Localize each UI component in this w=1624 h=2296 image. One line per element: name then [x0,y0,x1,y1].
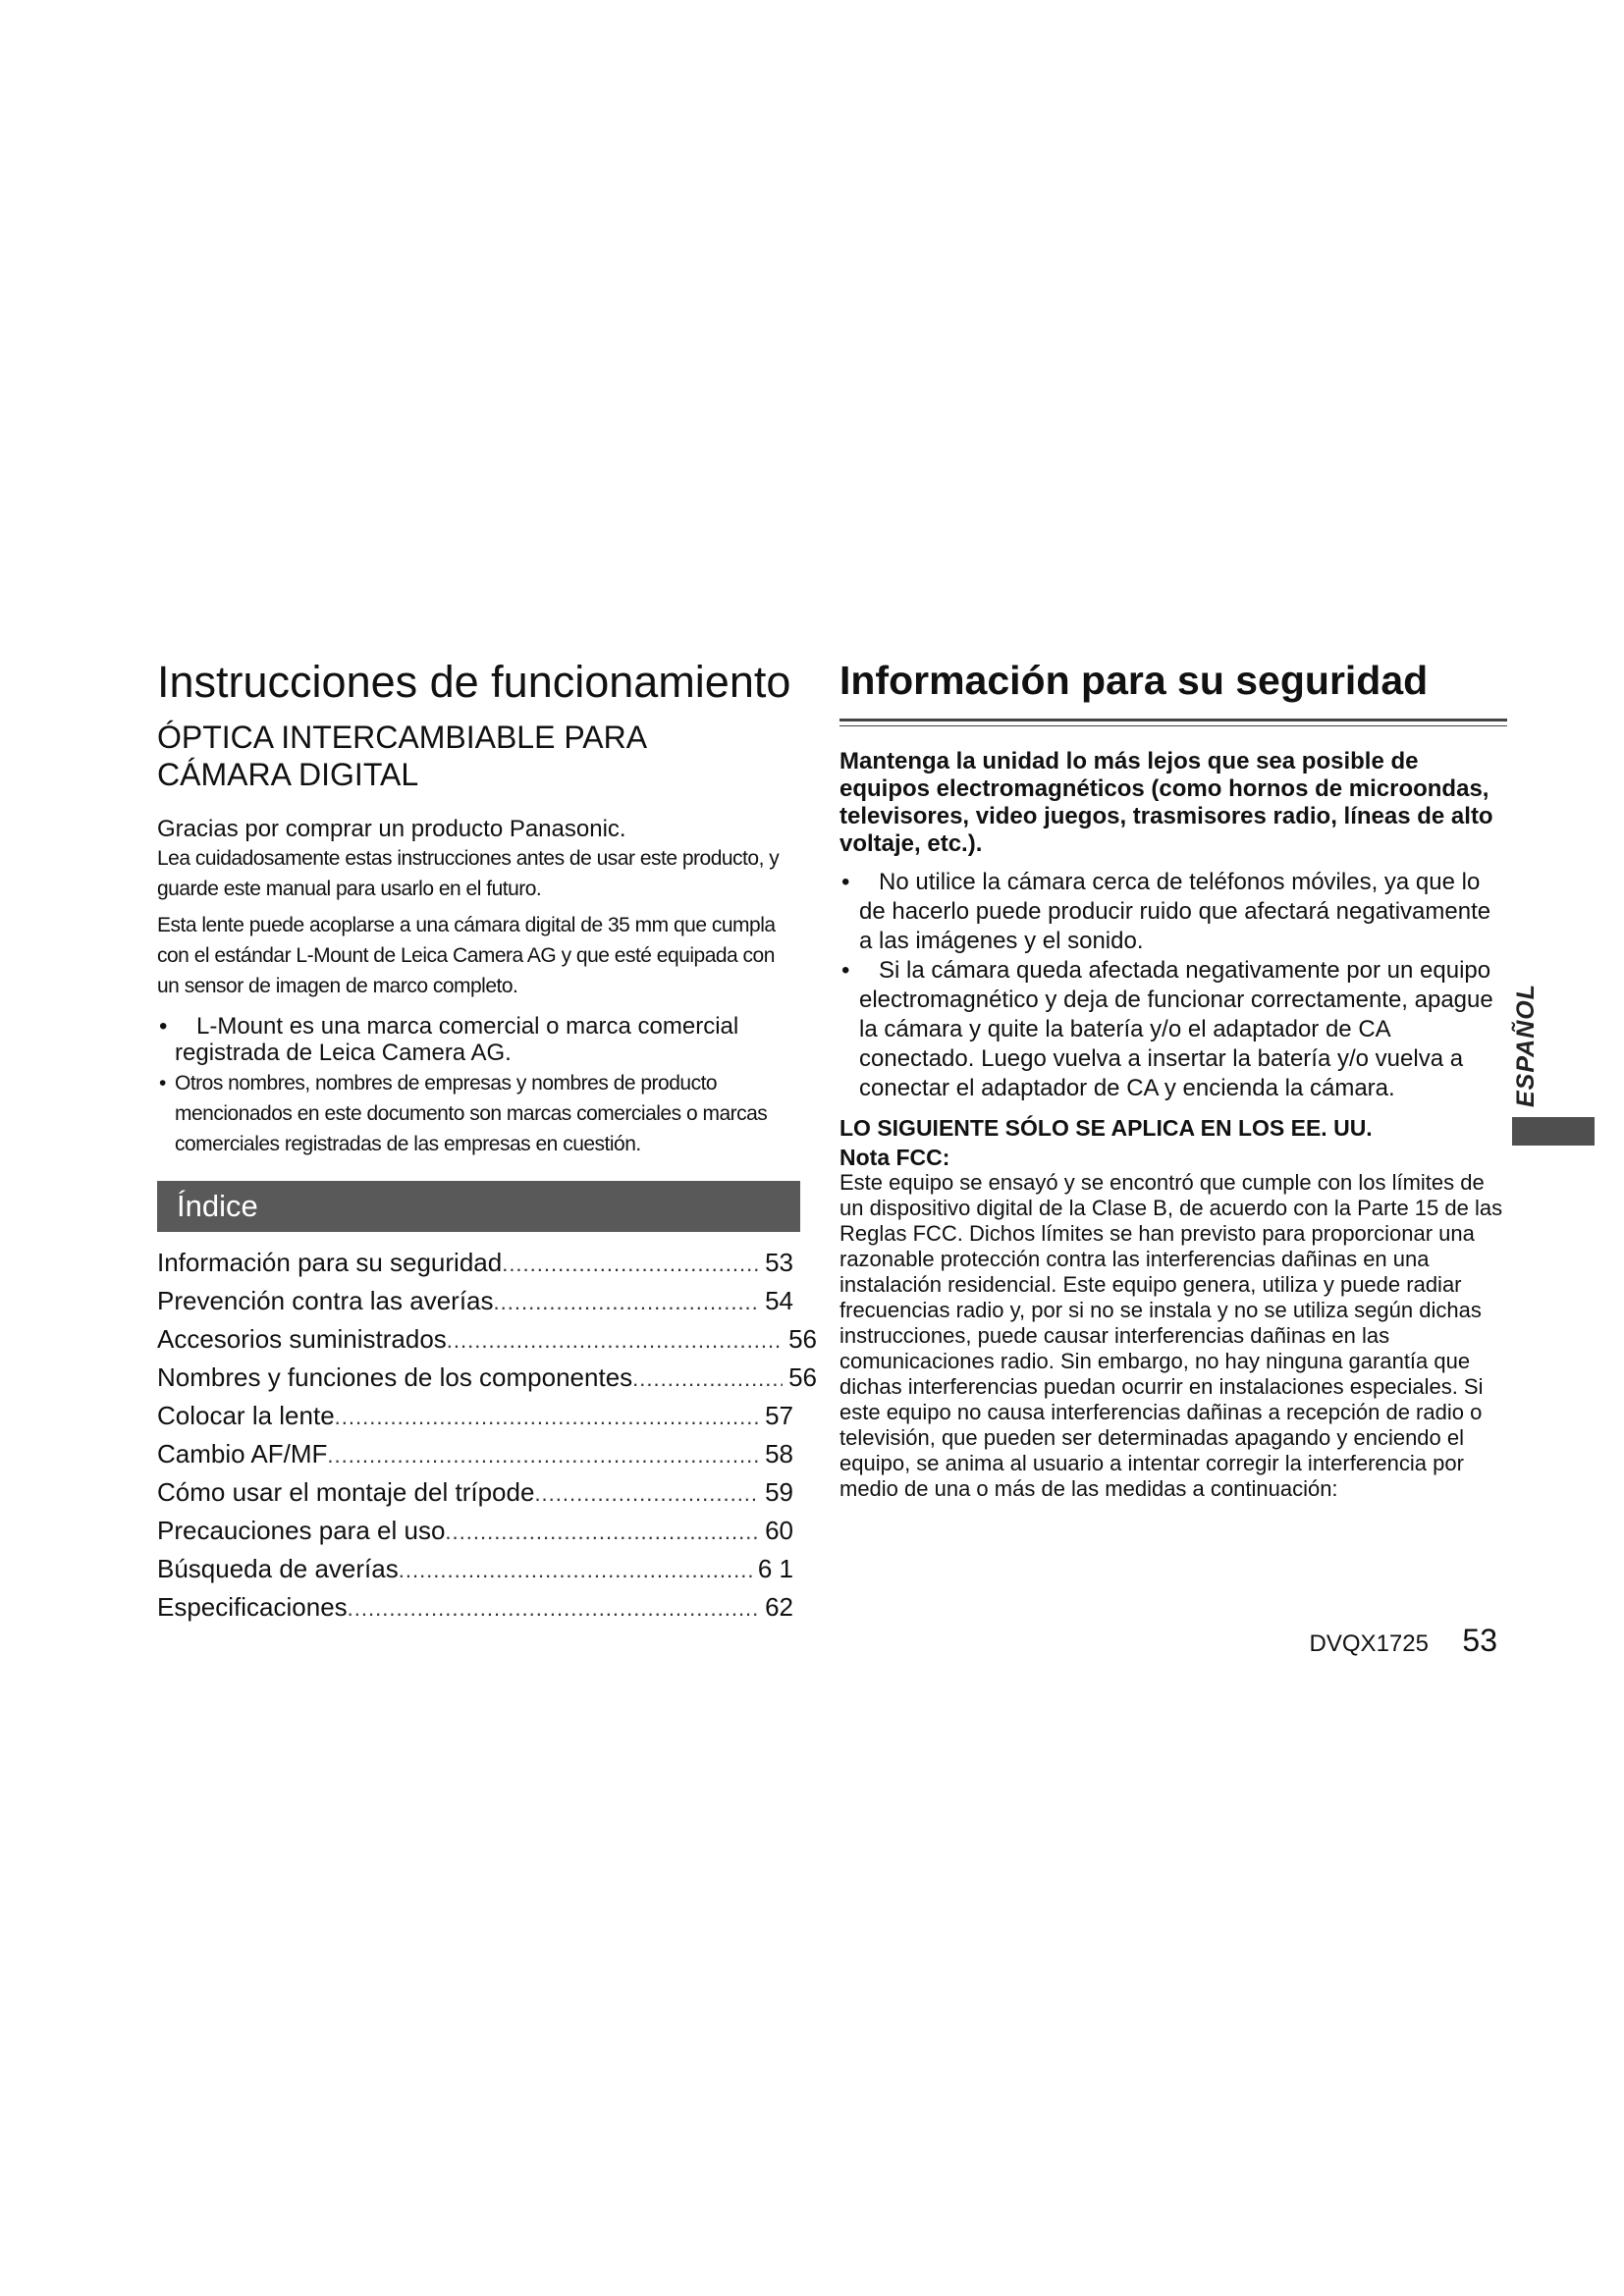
toc-leader [348,1589,759,1628]
safety-bullet-1: No utilice la cámara cerca de teléfonos móviles, ya que lo de hacerlo puede producir ruido que afectará negativamente a las imágenes y el sonido. [859,869,1491,954]
toc-entry-safety-info[interactable] [157,1244,793,1282]
trademark-note-2: Otros nombres, nombres de empresas y nombres de producto mencionados en este documento son marcas comerciales o marcas comerciales registradas de las empresas en cuestión. [175,1072,768,1155]
list-item [157,1013,800,1066]
toc-label: Accesorios suministrados [157,1324,447,1354]
toc-leader [399,1551,752,1589]
toc-leader [445,1513,759,1551]
safety-intro: Mantenga la unidad lo más lejos que sea posible de equipos electromagnéticos (como hornos de microondas, televisores, video juegos, trasmisores radio, líneas de alto voltaje, etc.). [839,748,1493,857]
model-code: DVQX1725 [1309,1630,1429,1657]
toc-page: 56 [788,1324,817,1354]
safety-bullet-2: Si la cámara queda afectada negativamente por un equipo electromagnético y deja de funcionar correctamente, apague la cámara y quite la batería y/o el adaptador de CA conectado. Luego vuelva a insertar la batería y/o vuelva a conectar el adaptador de CA y encienda la cámara. [859,957,1493,1101]
title-rule [839,719,1507,721]
safety-section-title: Información para su seguridad [839,658,1429,703]
toc-page: 53 [765,1248,793,1277]
toc-entry-specifications[interactable] [157,1588,793,1627]
page-number: 53 [1462,1623,1497,1658]
toc-label: Prevención contra las averías [157,1286,494,1315]
toc-leader [494,1283,760,1321]
toc-page: 56 [788,1362,817,1392]
title-rule-thin [839,725,1507,726]
list-item [157,1068,800,1159]
page-footer [1227,1623,1497,1659]
toc-page: 60 [765,1516,793,1545]
toc-page: 62 [765,1592,793,1622]
toc-label: Precauciones para el uso [157,1516,446,1545]
toc-label: Búsqueda de averías [157,1554,399,1583]
fcc-note-heading: Nota FCC: [839,1145,950,1170]
toc-leader [534,1474,759,1513]
read-instructions-text: Lea cuidadosamente estas instrucciones antes de usar este producto, y guarde este manual para usarlo en el futuro. [157,847,780,900]
toc-page: 54 [765,1286,793,1315]
toc-label: Cómo usar el montaje del trípode [157,1477,535,1507]
bullet-icon: • [841,957,850,984]
toc-label: Cambio AF/MF [157,1439,328,1468]
bullet-icon: • [841,869,850,895]
toc-leader [335,1398,759,1436]
toc-leader [632,1360,783,1398]
toc-entry-tripod-mount[interactable] [157,1473,793,1512]
toc-label: Especificaciones [157,1592,348,1622]
toc-leader [447,1321,783,1360]
toc-page: 57 [765,1401,793,1430]
toc-page: 6 1 [757,1554,793,1583]
lens-info-text: Esta lente puede acoplarse a una cámara digital de 35 mm que cumpla con el estándar L-Mount de Leica Camera AG y que esté equipada con un sensor de imagen de marco completo. [157,914,776,997]
index-header: Índice [157,1181,800,1232]
safety-bullets [839,868,1507,1103]
toc-entry-accessories[interactable] [157,1320,817,1359]
toc-label: Nombres y funciones de los componentes [157,1362,633,1392]
toc-entry-af-mf[interactable] [157,1435,793,1473]
toc-leader [327,1436,759,1474]
left-column [157,656,817,1627]
toc-label: Información para su seguridad [157,1248,503,1277]
thanks-text: Gracias por comprar un producto Panasonic. [157,816,626,842]
trademark-notes [157,1013,800,1159]
language-tab [1504,982,1543,1107]
table-of-contents [157,1244,817,1627]
list-item [839,868,1507,956]
toc-label: Colocar la lente [157,1401,335,1430]
product-subtitle [157,719,800,793]
right-column [839,656,1507,1502]
language-tab-marker [1512,1117,1595,1146]
subtitle-line-1: ÓPTICA INTERCAMBIABLE PARA [157,720,648,755]
page-title: Instrucciones de funcionamiento [157,657,791,707]
subtitle-line-2: CÁMARA DIGITAL [157,757,419,792]
bullet-icon: • [159,1072,166,1095]
language-label: ESPAÑOL [1512,984,1540,1107]
toc-entry-troubleshooting[interactable] [157,1550,793,1588]
trademark-note-1: L-Mount es una marca comercial o marca comercial registrada de Leica Camera AG. [175,1013,739,1066]
usa-only-heading: LO SIGUIENTE SÓLO SE APLICA EN LOS EE. UU. [839,1115,1373,1141]
toc-entry-malfunction-prevention[interactable] [157,1282,793,1320]
bullet-icon: • [159,1013,168,1040]
toc-entry-component-names[interactable] [157,1359,817,1397]
toc-page: 58 [765,1439,793,1468]
toc-page: 59 [765,1477,793,1507]
toc-leader [502,1245,759,1283]
toc-entry-precautions[interactable] [157,1512,793,1550]
toc-entry-attach-lens[interactable] [157,1397,793,1435]
fcc-note-body: Este equipo se ensayó y se encontró que cumple con los límites de un dispositivo digital de la Clase B, de acuerdo con la Parte 15 de las Reglas FCC. Dichos límites se han previsto para proporcionar una razonable protección contra las interferencias dañinas en una instalación residencial. Este equipo genera, utiliza y puede radiar frecuencias radio y, por si no se instala y no se utiliza según dichas instrucciones, puede causar interferencias dañinas en las comunicaciones radio. Sin embargo, no hay ninguna garantía que dichas interferencias puedan ocurrir en instalaciones especiales. Si este equipo no causa interferencias dañinas a recepción de radio o televisión, que pueden ser determinadas apagando y enciendo el equipo, se anima al usuario a intentar corregir la interferencia por medio de una o más de las medidas a continuación: [839,1170,1503,1501]
list-item [839,956,1507,1103]
